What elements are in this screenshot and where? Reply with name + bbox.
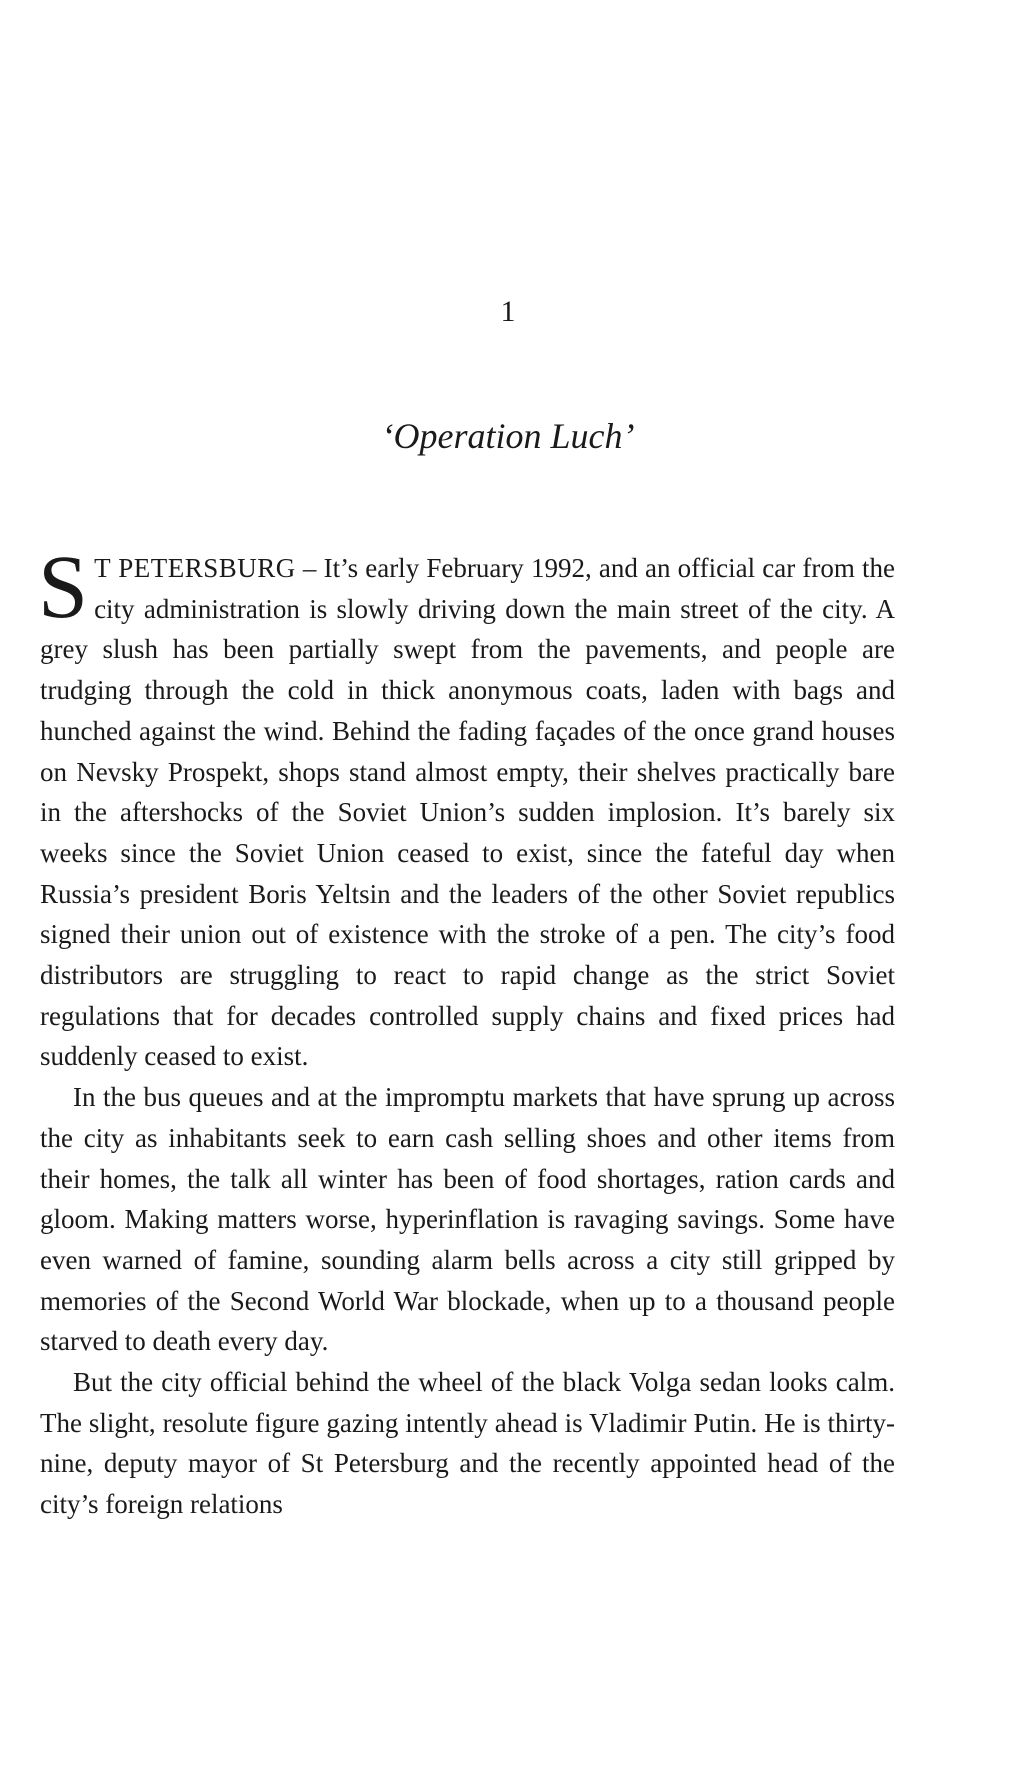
paragraph-3: But the city official behind the wheel of the black Volga sedan looks calm. The slight, resolute figure gazing intently ahead is Vladimir Putin. He is thirty-nine, deputy mayor of St Petersburg and the recently appointed head of the city’s foreign relations [40,1367,895,1520]
chapter-number: 1 [500,295,516,328]
drop-cap: S [38,538,89,637]
opening-words: T PETERSBURG [94,553,296,583]
chapter-title: ‘Operation Luch’ [381,416,635,456]
paragraph-2: In the bus queues and at the impromptu markets that have sprung up across the city as inhabitants seek to earn cash selling shoes and other items from their homes, the talk all winter has been of food shortages, ration cards and gloom. Making matters worse, hyperinflation is ravaging savings. Some have even warned of famine, sounding alarm bells across a city still gripped by memories of the Second World War blockade, when up to a thousand people starved to death every day. [40,1082,895,1357]
chapter-body [38,538,895,1525]
paragraph-1-text: – It’s early February 1992, and an official car from the city administration is slowly driving down the main street of the city. A grey slush has been partially swept from the pavements, and people are trudging through the cold in thick anonymous coats, laden with bags and hunched against the wind. Behind the fading façades of the once grand houses on Nevsky Prospekt, shops stand almost empty, their shelves practically bare in the aftershocks of the Soviet Union’s sudden implosion. It’s barely six weeks since the Soviet Union ceased to exist, since the fateful day when Russia’s president Boris Yeltsin and the leaders of the other Soviet republics signed their union out of existence with the stroke of a pen. The city’s food distributors are struggling to react to rapid change as the strict Soviet regulations that for decades controlled supply chains and fixed prices had suddenly ceased to exist. [40,553,895,1072]
paragraph-1 [38,538,895,1077]
